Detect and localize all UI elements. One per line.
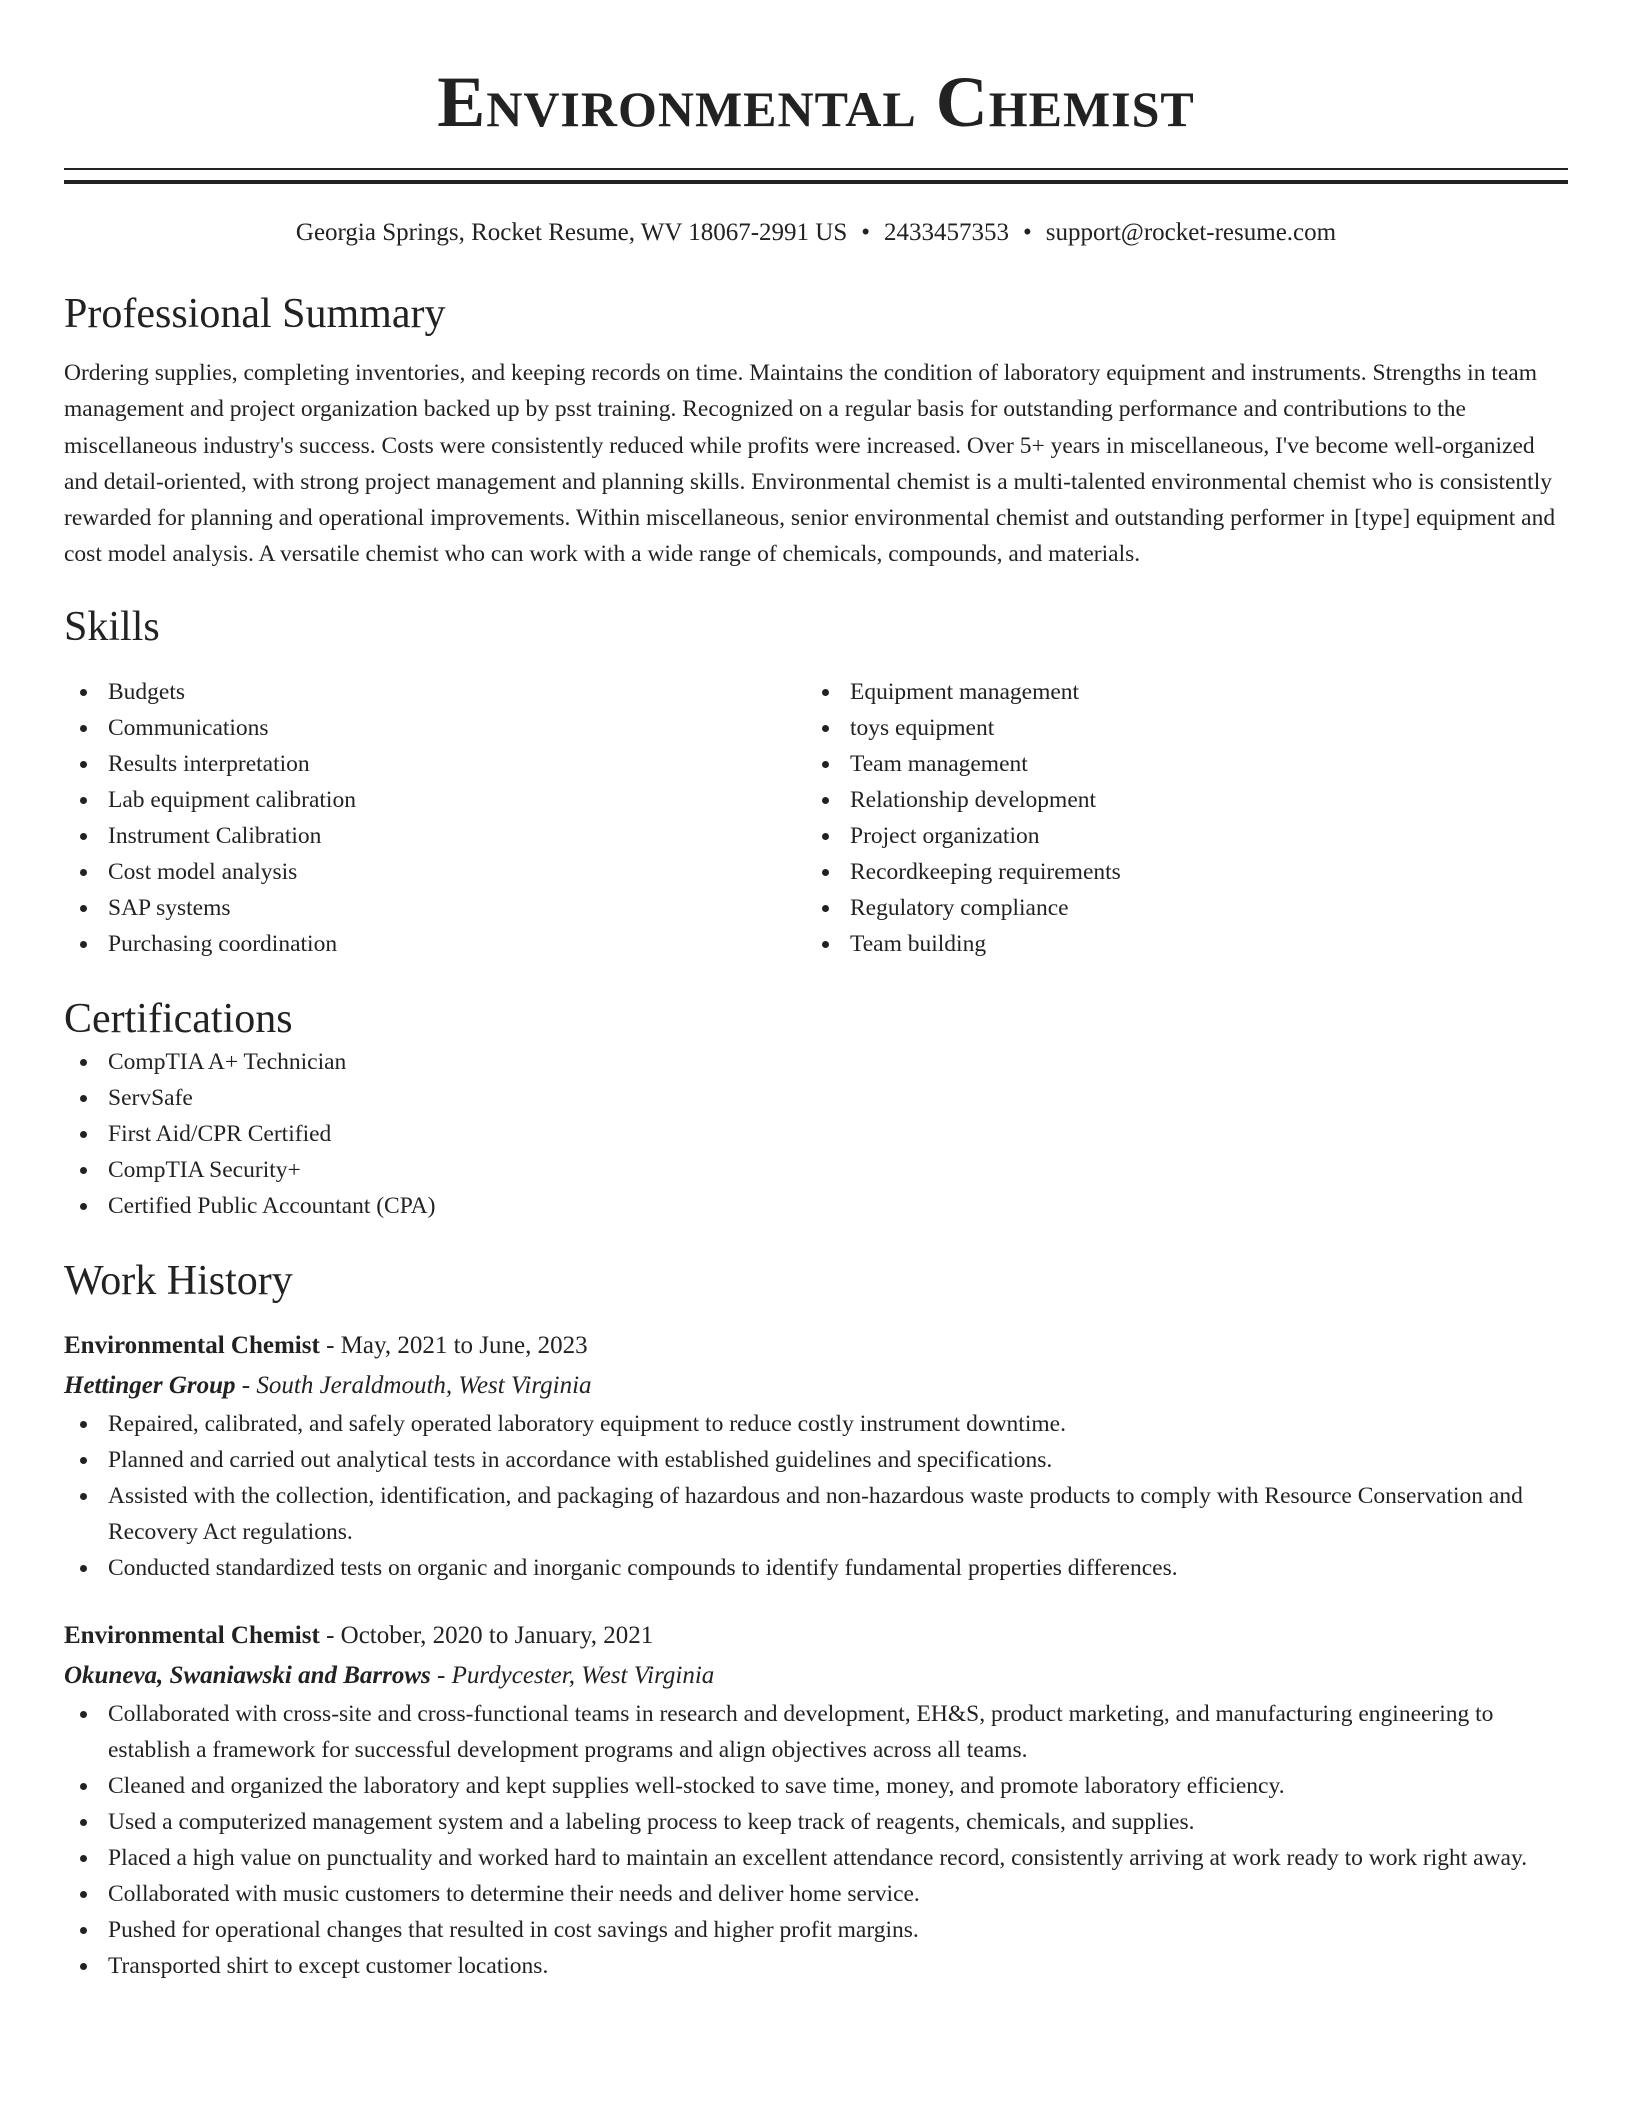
job-company: Okuneva, Swaniawski and Barrows: [64, 1661, 431, 1689]
skills-list-left: [64, 674, 806, 962]
contact-line: [64, 217, 1568, 249]
certifications-list: [64, 1044, 1568, 1224]
resume-title: Environmental Chemist: [437, 62, 1195, 142]
work-history-heading: Work History: [64, 1257, 293, 1304]
skill-item: Equipment management: [806, 674, 1568, 710]
job-company-line: [64, 1366, 1568, 1406]
contact-address: Georgia Springs, Rocket Resume, WV 18067-2991 US: [295, 219, 848, 246]
job-bullets: [64, 1696, 1568, 1984]
skills-list-right: [806, 674, 1568, 962]
certification-item: ServSafe: [64, 1080, 1568, 1116]
job-bullet: Used a computerized management system and a labeling process to keep track of reagents, chemicals, and supplies.: [64, 1804, 1568, 1840]
summary-heading: Professional Summary: [64, 291, 446, 337]
job-bullet: Pushed for operational changes that resulted in cost savings and higher profit margins.: [64, 1912, 1568, 1948]
job-bullet: Repaired, calibrated, and safely operated laboratory equipment to reduce costly instrument downtime.: [64, 1406, 1568, 1442]
job-dates: - May, 2021 to June, 2023: [319, 1331, 588, 1359]
skill-item: Project organization: [806, 818, 1568, 854]
skill-item: Budgets: [64, 674, 806, 710]
skill-item: Relationship development: [806, 782, 1568, 818]
job-bullet: Placed a high value on punctuality and worked hard to maintain an excellent attendance record, consistently arriving at work ready to work right away.: [64, 1840, 1568, 1876]
contact-phone: 2433457353: [884, 219, 1010, 246]
job-title: Environmental Chemist: [64, 1331, 320, 1359]
job-bullet: Planned and carried out analytical tests in accordance with established guidelines and specifications.: [64, 1442, 1568, 1478]
contact-email: support@rocket-resume.com: [1045, 219, 1337, 246]
skill-item: Instrument Calibration: [64, 818, 806, 854]
skills-heading: Skills: [64, 603, 160, 650]
certification-item: Certified Public Accountant (CPA): [64, 1188, 1568, 1224]
skill-item: Recordkeeping requirements: [806, 854, 1568, 890]
job-bullet: Cleaned and organized the laboratory and kept supplies well-stocked to save time, money, and promote laboratory efficiency.: [64, 1768, 1568, 1804]
skill-item: Team building: [806, 926, 1568, 962]
certification-item: First Aid/CPR Certified: [64, 1116, 1568, 1152]
job-location: - Purdycester, West Virginia: [430, 1661, 715, 1689]
certification-item: CompTIA A+ Technician: [64, 1044, 1568, 1080]
skill-item: Results interpretation: [64, 746, 806, 782]
job-dates: - October, 2020 to January, 2021: [319, 1621, 654, 1649]
contact-separator: •: [1023, 219, 1032, 246]
skill-item: SAP systems: [64, 890, 806, 926]
summary-text: Ordering supplies, completing inventories, and keeping records on time. Maintains the condition of laboratory equipment and instruments. Strengths in team management and project organization backed up by psst training. Recognized on a regular basis for outstanding performance and contributions to the miscellaneous industry's success. Costs were consistently reduced while profits were increased. Over 5+ years in miscellaneous, I've become well-organized and detail-oriented, with strong project management and planning skills. Environmental chemist is a multi-talented environmental chemist who is consistently rewarded for planning and operational improvements. Within miscellaneous, senior environmental chemist and outstanding performer in [type] equipment and cost model analysis. A versatile chemist who can work with a wide range of chemicals, compounds, and materials.: [64, 360, 1556, 568]
job-bullets: [64, 1406, 1568, 1586]
job-company: Hettinger Group: [64, 1371, 236, 1399]
skill-item: Lab equipment calibration: [64, 782, 806, 818]
contact-separator: •: [861, 219, 871, 246]
job-title-line: [64, 1616, 1568, 1656]
skill-item: Cost model analysis: [64, 854, 806, 890]
job-title-line: [64, 1326, 1568, 1366]
job-location: - South Jeraldmouth, West Virginia: [235, 1371, 592, 1399]
job-company-line: [64, 1656, 1568, 1696]
certification-item: CompTIA Security+: [64, 1152, 1568, 1188]
job-bullet: Transported shirt to except customer locations.: [64, 1948, 1568, 1984]
skill-item: toys equipment: [806, 710, 1568, 746]
job-entry: [64, 1616, 1568, 1984]
skill-item: Purchasing coordination: [64, 926, 806, 962]
skill-item: Regulatory compliance: [806, 890, 1568, 926]
skill-item: Team management: [806, 746, 1568, 782]
title-double-rule: [64, 168, 1568, 184]
job-bullet: Collaborated with cross-site and cross-functional teams in research and development, EH&S, product marketing, and manufacturing engineering to establish a framework for successful development programs and align objectives across all teams.: [64, 1696, 1568, 1768]
job-bullet: Conducted standardized tests on organic and inorganic compounds to identify fundamental properties differences.: [64, 1550, 1568, 1586]
skill-item: Communications: [64, 710, 806, 746]
skills-columns: [64, 674, 1568, 962]
job-entry: [64, 1326, 1568, 1586]
job-title: Environmental Chemist: [64, 1621, 320, 1649]
job-bullet: Collaborated with music customers to determine their needs and deliver home service.: [64, 1876, 1568, 1912]
certifications-heading: Certifications: [64, 995, 293, 1042]
job-bullet: Assisted with the collection, identification, and packaging of hazardous and non-hazardous waste products to comply with Resource Conservation and Recovery Act regulations.: [64, 1478, 1568, 1550]
